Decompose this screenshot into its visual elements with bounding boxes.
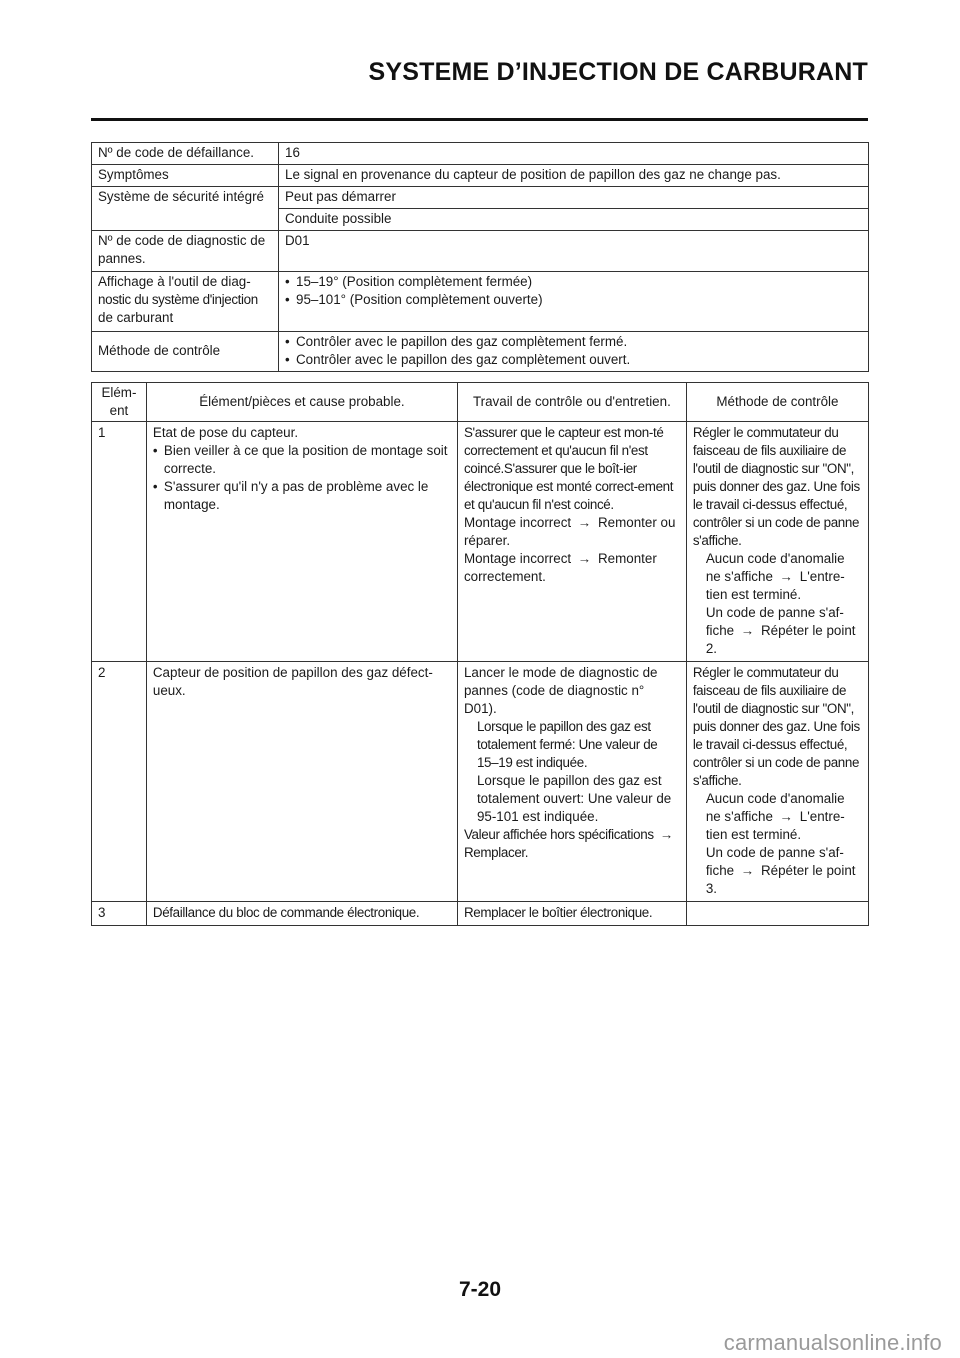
arrow-right-icon: →	[660, 827, 674, 842]
row-number: 2	[92, 662, 147, 902]
cause-cell: Défaillance du bloc de commande électronique.	[146, 902, 457, 926]
symptoms-value: Le signal en provenance du capteur de position de papillon des gaz ne change pas.	[279, 165, 869, 187]
row-number: 3	[92, 902, 147, 926]
step-condition: Aucun code d'anomalie ne s'affiche	[705, 791, 845, 824]
work-cell	[457, 422, 686, 662]
arrow-right-icon: →	[577, 515, 592, 530]
step-condition: Valeur affichée hors spécifications	[463, 827, 654, 842]
method-cell	[686, 662, 868, 902]
failsafe-row	[92, 187, 869, 209]
symptoms-row	[92, 165, 869, 187]
display-values	[279, 272, 869, 332]
display-row	[92, 272, 869, 332]
method-step	[693, 550, 862, 604]
table-row	[92, 422, 869, 662]
method-step	[693, 790, 862, 844]
step-action: L'entre-tien est terminé.	[705, 809, 845, 842]
step-action: Remonter correctement.	[463, 551, 657, 584]
arrow-right-icon: →	[779, 809, 794, 824]
header-work: Travail de contrôle ou d'entretien.	[457, 383, 686, 422]
method-value-open: • Contrôler avec le papillon des gaz complètement ouvert.	[285, 351, 862, 369]
work-step	[464, 514, 680, 550]
troubleshooting-table	[91, 382, 869, 926]
method-values	[279, 332, 869, 372]
table-row	[92, 662, 869, 902]
step-condition: Montage incorrect	[463, 515, 572, 530]
failsafe-value-start: Peut pas démarrer	[279, 187, 869, 209]
arrow-right-icon: →	[779, 569, 794, 584]
page-title: SYSTEME D’INJECTION DE CARBURANT	[368, 58, 868, 86]
work-step	[464, 826, 680, 862]
header-method: Méthode de contrôle	[686, 383, 868, 422]
method-label: Méthode de contrôle	[92, 332, 279, 372]
step-condition: Aucun code d'anomalie ne s'affiche	[705, 551, 845, 584]
table-row	[92, 902, 869, 926]
work-text: Lancer le mode de diagnostic de pannes (code de diagnostic n° D01).	[463, 665, 658, 716]
diag-code-value: D01	[279, 231, 869, 272]
cause-bullet: • Bien veiller à ce que la position de montage soit correcte.	[153, 442, 451, 478]
work-cell: Remplacer le boîtier électronique.	[457, 902, 686, 926]
display-value-open: • 95–101° (Position complètement ouverte)	[285, 291, 862, 309]
display-label	[92, 272, 279, 332]
diag-code-label: Nº de code de diagnostic de pannes.	[92, 231, 279, 272]
arrow-right-icon: →	[577, 551, 592, 566]
cause-cell	[146, 422, 457, 662]
watermark: carmanualsonline.info	[723, 1330, 942, 1355]
cause-title: Capteur de position de papillon des gaz défect-ueux.	[152, 665, 433, 698]
method-text: Régler le commutateur du faisceau de fils auxiliaire de l'outil de diagnostic sur "ON", puis donner des gaz. Une fois le travail ci-dessus effectué, contrôler si un code de panne s'affiche.	[692, 425, 860, 548]
cause-bullet: • S'assurer qu'il n'y a pas de problème avec le montage.	[153, 478, 451, 514]
method-row	[92, 332, 869, 372]
display-value-closed: • 15–19° (Position complètement fermée)	[285, 273, 862, 291]
work-sub: Lorsque le papillon des gaz est totalement ouvert: Une valeur de 95-101 est indiquée.	[476, 773, 672, 824]
display-label-line: Affichage à l'outil de diag-	[98, 274, 251, 289]
row-number: 1	[92, 422, 147, 662]
work-sub: Lorsque le papillon des gaz est totalement fermé: Une valeur de 15–19 est indiquée.	[476, 719, 658, 770]
method-value-closed: • Contrôler avec le papillon des gaz complètement fermé.	[285, 333, 862, 351]
display-label-line: de carburant	[98, 310, 174, 325]
step-action: L'entre-tien est terminé.	[705, 569, 845, 602]
method-cell	[686, 422, 868, 662]
fault-code-row	[92, 143, 869, 165]
arrow-right-icon: →	[740, 863, 755, 878]
step-action: Répéter le point 3.	[705, 863, 856, 896]
arrow-right-icon: →	[740, 623, 755, 638]
step-action: Remonter ou réparer.	[463, 515, 676, 548]
page-number: 7-20	[458, 1278, 502, 1301]
work-step	[464, 550, 680, 586]
symptoms-label: Symptômes	[92, 165, 279, 187]
work-cell	[457, 662, 686, 902]
header-cause: Élément/pièces et cause probable.	[146, 383, 457, 422]
cause-title: Etat de pose du capteur.	[152, 425, 299, 440]
header-item-line: Elém-	[101, 385, 137, 400]
failsafe-value-drive: Conduite possible	[279, 209, 869, 231]
step-condition: Un code de panne s'af-fiche	[705, 605, 844, 638]
header-item-line: ent	[109, 403, 129, 418]
work-text: S'assurer que le capteur est mon-té correctement et qu'aucun fil n'est coincé.S'assurer que le boît-ier électronique est monté correct-ement et qu'aucun fil n'est coincé.	[463, 425, 674, 512]
method-step	[693, 844, 862, 898]
header-item	[92, 383, 147, 422]
step-condition: Un code de panne s'af-fiche	[705, 845, 844, 878]
method-cell	[686, 902, 868, 926]
cause-cell	[146, 662, 457, 902]
method-text: Régler le commutateur du faisceau de fils auxiliaire de l'outil de diagnostic sur "ON", puis donner des gaz. Une fois le travail ci-dessus effectué, contrôler si un code de panne s'affiche.	[692, 665, 860, 788]
display-label-line: nostic du système d'injection	[98, 292, 258, 307]
step-action: Répéter le point 2.	[705, 623, 856, 656]
step-condition: Montage incorrect	[463, 551, 572, 566]
method-step	[693, 604, 862, 658]
fault-info-table	[91, 142, 869, 372]
fault-code-label: Nº de code de défaillance.	[92, 143, 279, 165]
fault-code-value: 16	[279, 143, 869, 165]
table-header-row	[92, 383, 869, 422]
failsafe-label: Système de sécurité intégré	[92, 187, 279, 231]
diag-code-row	[92, 231, 869, 272]
header-divider	[91, 118, 868, 121]
step-action: Remplacer.	[463, 845, 529, 860]
